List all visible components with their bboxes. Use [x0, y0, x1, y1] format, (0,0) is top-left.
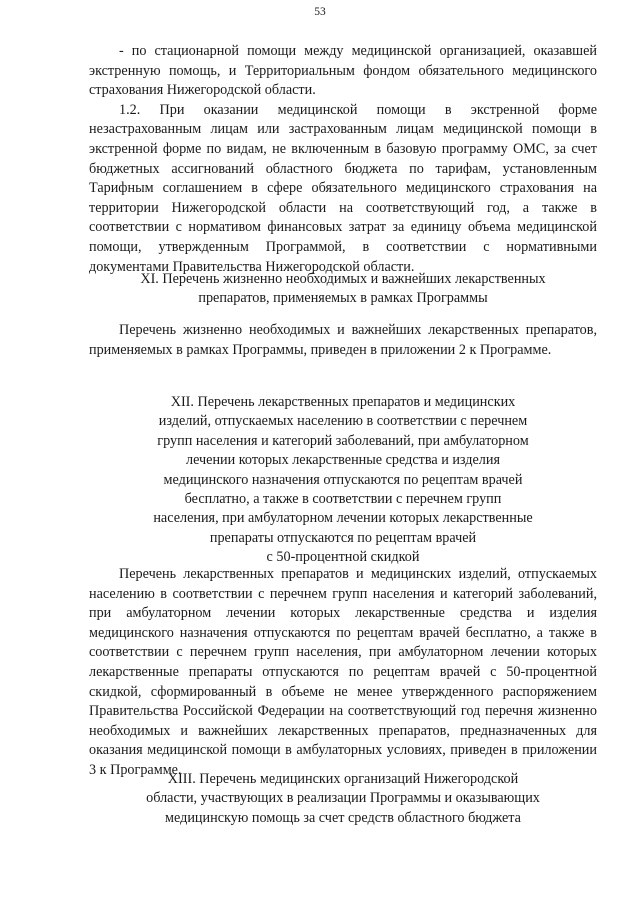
- section-heading-xii: [89, 393, 597, 568]
- paragraph-vital-drugs: Перечень жизненно необходимых и важнейших лекарственных препаратов, применяемых в рамках Программы, приведен в приложении 2 к Программе.: [89, 322, 597, 358]
- paragraph-1-2: 1.2. При оказании медицинской помощи в экстренной форме незастрахованным лицам или застрахованным лицам медицинской помощи в экстренной форме по видам, не включенным в базовую программу ОМС, за счет бюджетных ассигнований областного бюджета по тарифам, установленным Тарифным соглашением в сфере обязательного медицинского страхования на территории Нижегородской области на соответствующий год, а также в соответствии с нормативом финансовых затрат за единицу объема медицинской помощи, утвержденным Программой, в соответствии с нормативными документами Правительства Нижегородской области.: [89, 101, 597, 275]
- heading-line: населения, при амбулаторном лечении которых лекарственные: [153, 510, 533, 527]
- heading-line: препаратов, применяемых в рамках Программы: [198, 290, 488, 307]
- text-block-top: [89, 42, 597, 277]
- text-block-xi: [89, 321, 597, 360]
- page-number: 53: [314, 6, 326, 18]
- heading-line: медицинскую помощь за счет средств областного бюджета: [165, 809, 521, 826]
- heading-line: XI. Перечень жизненно необходимых и важнейших лекарственных: [140, 271, 546, 287]
- heading-line: XIII. Перечень медицинских организаций Нижегородской: [167, 771, 519, 787]
- heading-line: лечении которых лекарственные средства и изделия: [185, 452, 500, 469]
- heading-line: изделий, отпускаемых населению в соответствии с перечнем: [158, 413, 528, 430]
- heading-line: с 50-процентной скидкой: [266, 549, 420, 566]
- section-heading-xi: [89, 270, 597, 309]
- heading-line: групп населения и категорий заболеваний, при амбулаторном: [157, 432, 529, 449]
- paragraph-drug-list: Перечень лекарственных препаратов и медицинских изделий, отпускаемых населению в соответствии с перечнем групп населения и категорий заболеваний, при амбулаторном лечении которых лекарственные средства и изделия медицинского назначения отпускаются по рецептам врачей бесплатно, а также в соответствии с перечнем групп населения, при амбулаторном лечении которых лекарственные препараты отпускаются по рецептам врачей с 50-процентной скидкой, сформированный в объеме не менее утвержденного распоряжением Правительства Российской Федерации на соответствующий год перечня жизненно необходимых и важнейших лекарственных препаратов, предназначенных для оказания медицинской помощи в амбулаторных условиях, приведен в приложении 3 к Программе.: [89, 566, 597, 778]
- text-block-xii: [89, 565, 597, 781]
- heading-line: медицинского назначения отпускаются по рецептам врачей: [163, 471, 523, 488]
- heading-line: бесплатно, а также в соответствии с перечнем групп: [184, 491, 502, 508]
- paragraph-stationary-care: - по стационарной помощи между медицинской организацией, оказавшей экстренную помощь, и Территориальным фондом обязательного медицинского страхования Нижегородской области.: [89, 43, 597, 99]
- section-heading-xiii: [89, 770, 597, 828]
- heading-line: препараты отпускаются по рецептам врачей: [209, 529, 477, 546]
- heading-line: XII. Перечень лекарственных препаратов и медицинских: [170, 394, 516, 410]
- heading-line: области, участвующих в реализации Программы и оказывающих: [146, 790, 540, 807]
